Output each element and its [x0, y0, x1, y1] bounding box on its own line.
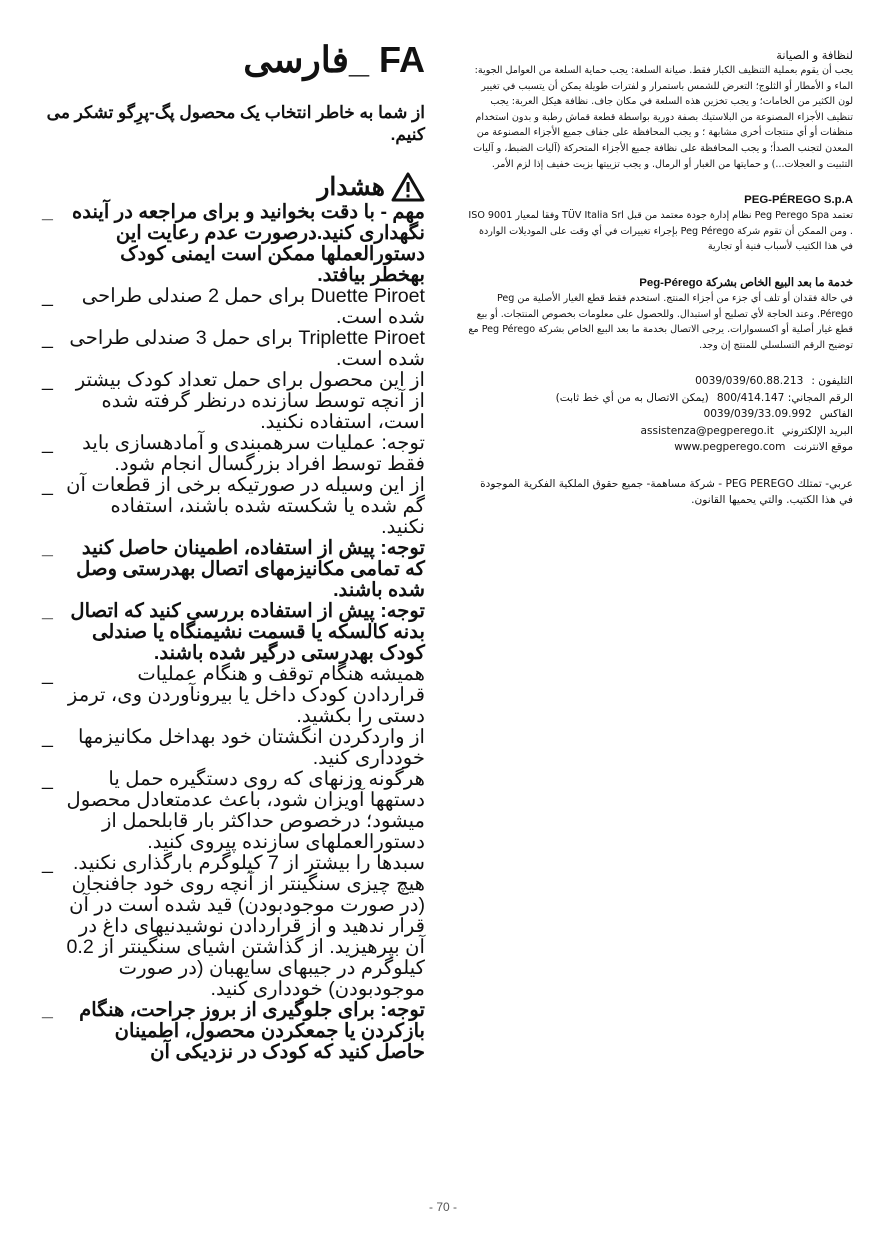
- contact-value: (يمكن الاتصال به من أي خط ثابت): [555, 391, 709, 404]
- warning-list: [40, 202, 425, 1063]
- email-link[interactable]: assistenza@pegperego.it: [640, 424, 774, 437]
- contact-value: 0039/039/60.88.213: [695, 375, 804, 388]
- copyright-text: عربي- تمتلك PEG PEREGO - شركة مساهمة- جميع حقوق الملكية الفكرية الموجودة في هذا الكتيب. والتي يحميها القانون.: [480, 478, 853, 506]
- contact-list: [465, 373, 853, 455]
- farsi-column: [40, 40, 425, 1063]
- contact-row: [465, 373, 853, 389]
- warning-heading: [40, 172, 425, 202]
- company-body: تعتمد Peg Perego Spa نظام إدارة جودة معتمد من قبل TÜV Italia Srl وفقا لمعيار ISO 9001 . ومن الممكن أن تقوم شركة Peg Pérego بإجراء تغييرات في أي وقت على الموديلات الواردة في هذا الكتيب لأسباب فنية أو تجارية: [468, 210, 853, 253]
- warning-item: توجه: عملیات سرهمبندی و آمادهسازی باید فقط توسط افراد بزرگسال انجام شود. _: [40, 433, 425, 475]
- service-title: خدمة ما بعد البيع الخاص بشركة Peg-Pérego: [639, 276, 853, 289]
- warning-item: از این وسیله در صورتیکه برخی از قطعات آن گم شده یا شکسته شده باشند، استفاده نکنید. _: [40, 475, 425, 538]
- contact-row: [465, 390, 853, 406]
- service-body: في حالة فقدان أو تلف أي جزء من أجزاء المنتج. استخدم فقط قطع الغيار الأصلية من Peg Pérego. وعند الحاجة لأي تصليح أو استبدال. وللحصول على معلومات بخصوص المنتجات. أو بيع قطع غيار أصلية أو اكسسوارات. يرجى الاتصال بخدمة ما بعد البيع الخاص بشركة Peg Pérego مع توضيح الرقم التسلسلي للمنتج إن وجد.: [468, 292, 853, 351]
- contact-label: الفاكس: [819, 408, 853, 421]
- warning-triangle-icon: [391, 172, 425, 202]
- service-section: [465, 275, 853, 353]
- page-number: - 70 -: [428, 1200, 457, 1214]
- contact-row: [465, 439, 853, 455]
- contact-label: الرقم المجاني: 800/414.147: [716, 391, 853, 404]
- contact-row: [465, 406, 853, 422]
- website-link[interactable]: www.pegperego.com: [674, 440, 786, 453]
- warning-item: از واردکردن انگشتان خود بهداخل مکانیزمها خودداری کنید. _: [40, 727, 425, 769]
- cleaning-section: [465, 48, 853, 172]
- company-title: PEG-PÉREGO S.p.A: [744, 194, 853, 207]
- warning-item: Triplette Piroet برای حمل 3 صندلی طراحی شده است. _: [40, 328, 425, 370]
- contact-label: البريد الإلكتروني: [781, 424, 853, 437]
- warning-item: از این محصول برای حمل تعداد کودک بیشتر از آنچه توسط سازنده درنظر گرفته شده است، استفاده نکنید. _: [40, 370, 425, 433]
- warning-item: سبدها را بیشتر از 7 کیلوگرم بارگذاری نکنید. هیچ چیزی سنگینتر از آنچه روی خود جافنجان (در صورت موجودبودن) قید شده است در آن قرار ندهید و از قراردادن نوشیدنیهای داغ در آن بپرهیزید. از گذاشتن اشیای سنگینتر از 0.2 کیلوگرم در جیبهای سایهبان (در صورت موجودبودن) خودداری کنید. _: [40, 853, 425, 1000]
- warning-item: هرگونه وزنهای که روی دستگیره حمل یا دستهها آویزان شود، باعث عدمتعادل محصول میشود؛ درخصوص حداکثر بار قابلحمل از دستورالعملهای سازنده پیروی کنید. _: [40, 769, 425, 853]
- warning-item: توجه: پیش از استفاده، اطمینان حاصل کنید که تمامی مکانیزمهای اتصال بهدرستی وصل شده باشند. _: [40, 538, 425, 601]
- cleaning-body: يجب أن يقوم بعملية التنظيف الكبار فقط. صيانة السلعة: يجب حماية السلعة من العوامل الجوية: الماء و الأمطار أو الثلوج؛ التعرض للشمس باستمرار و لفترات طويلة يمكن أن يتسبب في تغيير لون الكثير من الخامات؛ و يجب تخزين هذه السلعة في مكان جاف. نظافة هيكل العربة: يجب تنظيف الأجزاء المصنوعة من البلاستيك بصفة دورية بواسطة قطعة قماش رطبة و بدون استخدام منظفات أو أي منتجات أخرى مشابهة ؛ و يجب المحافظة على جفاف جميع الأجزاء المصنوعة من المعدن لتجنب الصدأ؛ و يجب المحافظة على نظافة جميع الأجزاء المتحركة (آليات الضبط، و آليات التثبيت و العجلات...) و حمايتها من الغبار أو الرمال. و يجب تزييتها بزيت خفيف إذا لزم الأمر.: [473, 65, 853, 170]
- warning-item: توجه: پیش از استفاده بررسی کنید که اتصال بدنه کالسکه یا قسمت نشیمنگاه یا صندلی کودک بهدرستی درگیر شده باشند. _: [40, 601, 425, 664]
- contact-label: التليفون :: [811, 375, 853, 388]
- warning-item: مهم - با دقت بخوانید و برای مراجعه در آینده نگهداری کنید.درصورت عدم رعایت این دستورالعملها ممکن است ایمنی کودک بهخطر بیافتد. _: [40, 202, 425, 286]
- warning-item: همیشه هنگام توقف و هنگام عملیات قراردادن کودک داخل یا بیرونآوردن وی، ترمز دستی را بکشید. _: [40, 664, 425, 727]
- contact-value: 0039/039/33.09.992: [703, 408, 812, 421]
- contact-label: موقع الانترنت: [793, 440, 853, 453]
- warning-item: Duette Piroet برای حمل 2 صندلی طراحی شده است. _: [40, 286, 425, 328]
- contact-row: [465, 423, 853, 439]
- arabic-column: [465, 48, 853, 521]
- intro-text: از شما به خاطر انتخاب یک محصول پگ-پرِگو تشکر می کنیم.: [46, 103, 425, 144]
- page-title: FA _فارسی: [243, 39, 425, 80]
- cleaning-title: لنظافة و الصيانة: [776, 48, 853, 62]
- company-section: [465, 192, 853, 255]
- warning-title: هشدار: [317, 173, 385, 201]
- warning-item: توجه: برای جلوگیری از بروز جراحت، هنگام بازکردن یا جمعکردن محصول، اطمینان حاصل کنید که کودک در نزدیکی آن _: [40, 1000, 425, 1063]
